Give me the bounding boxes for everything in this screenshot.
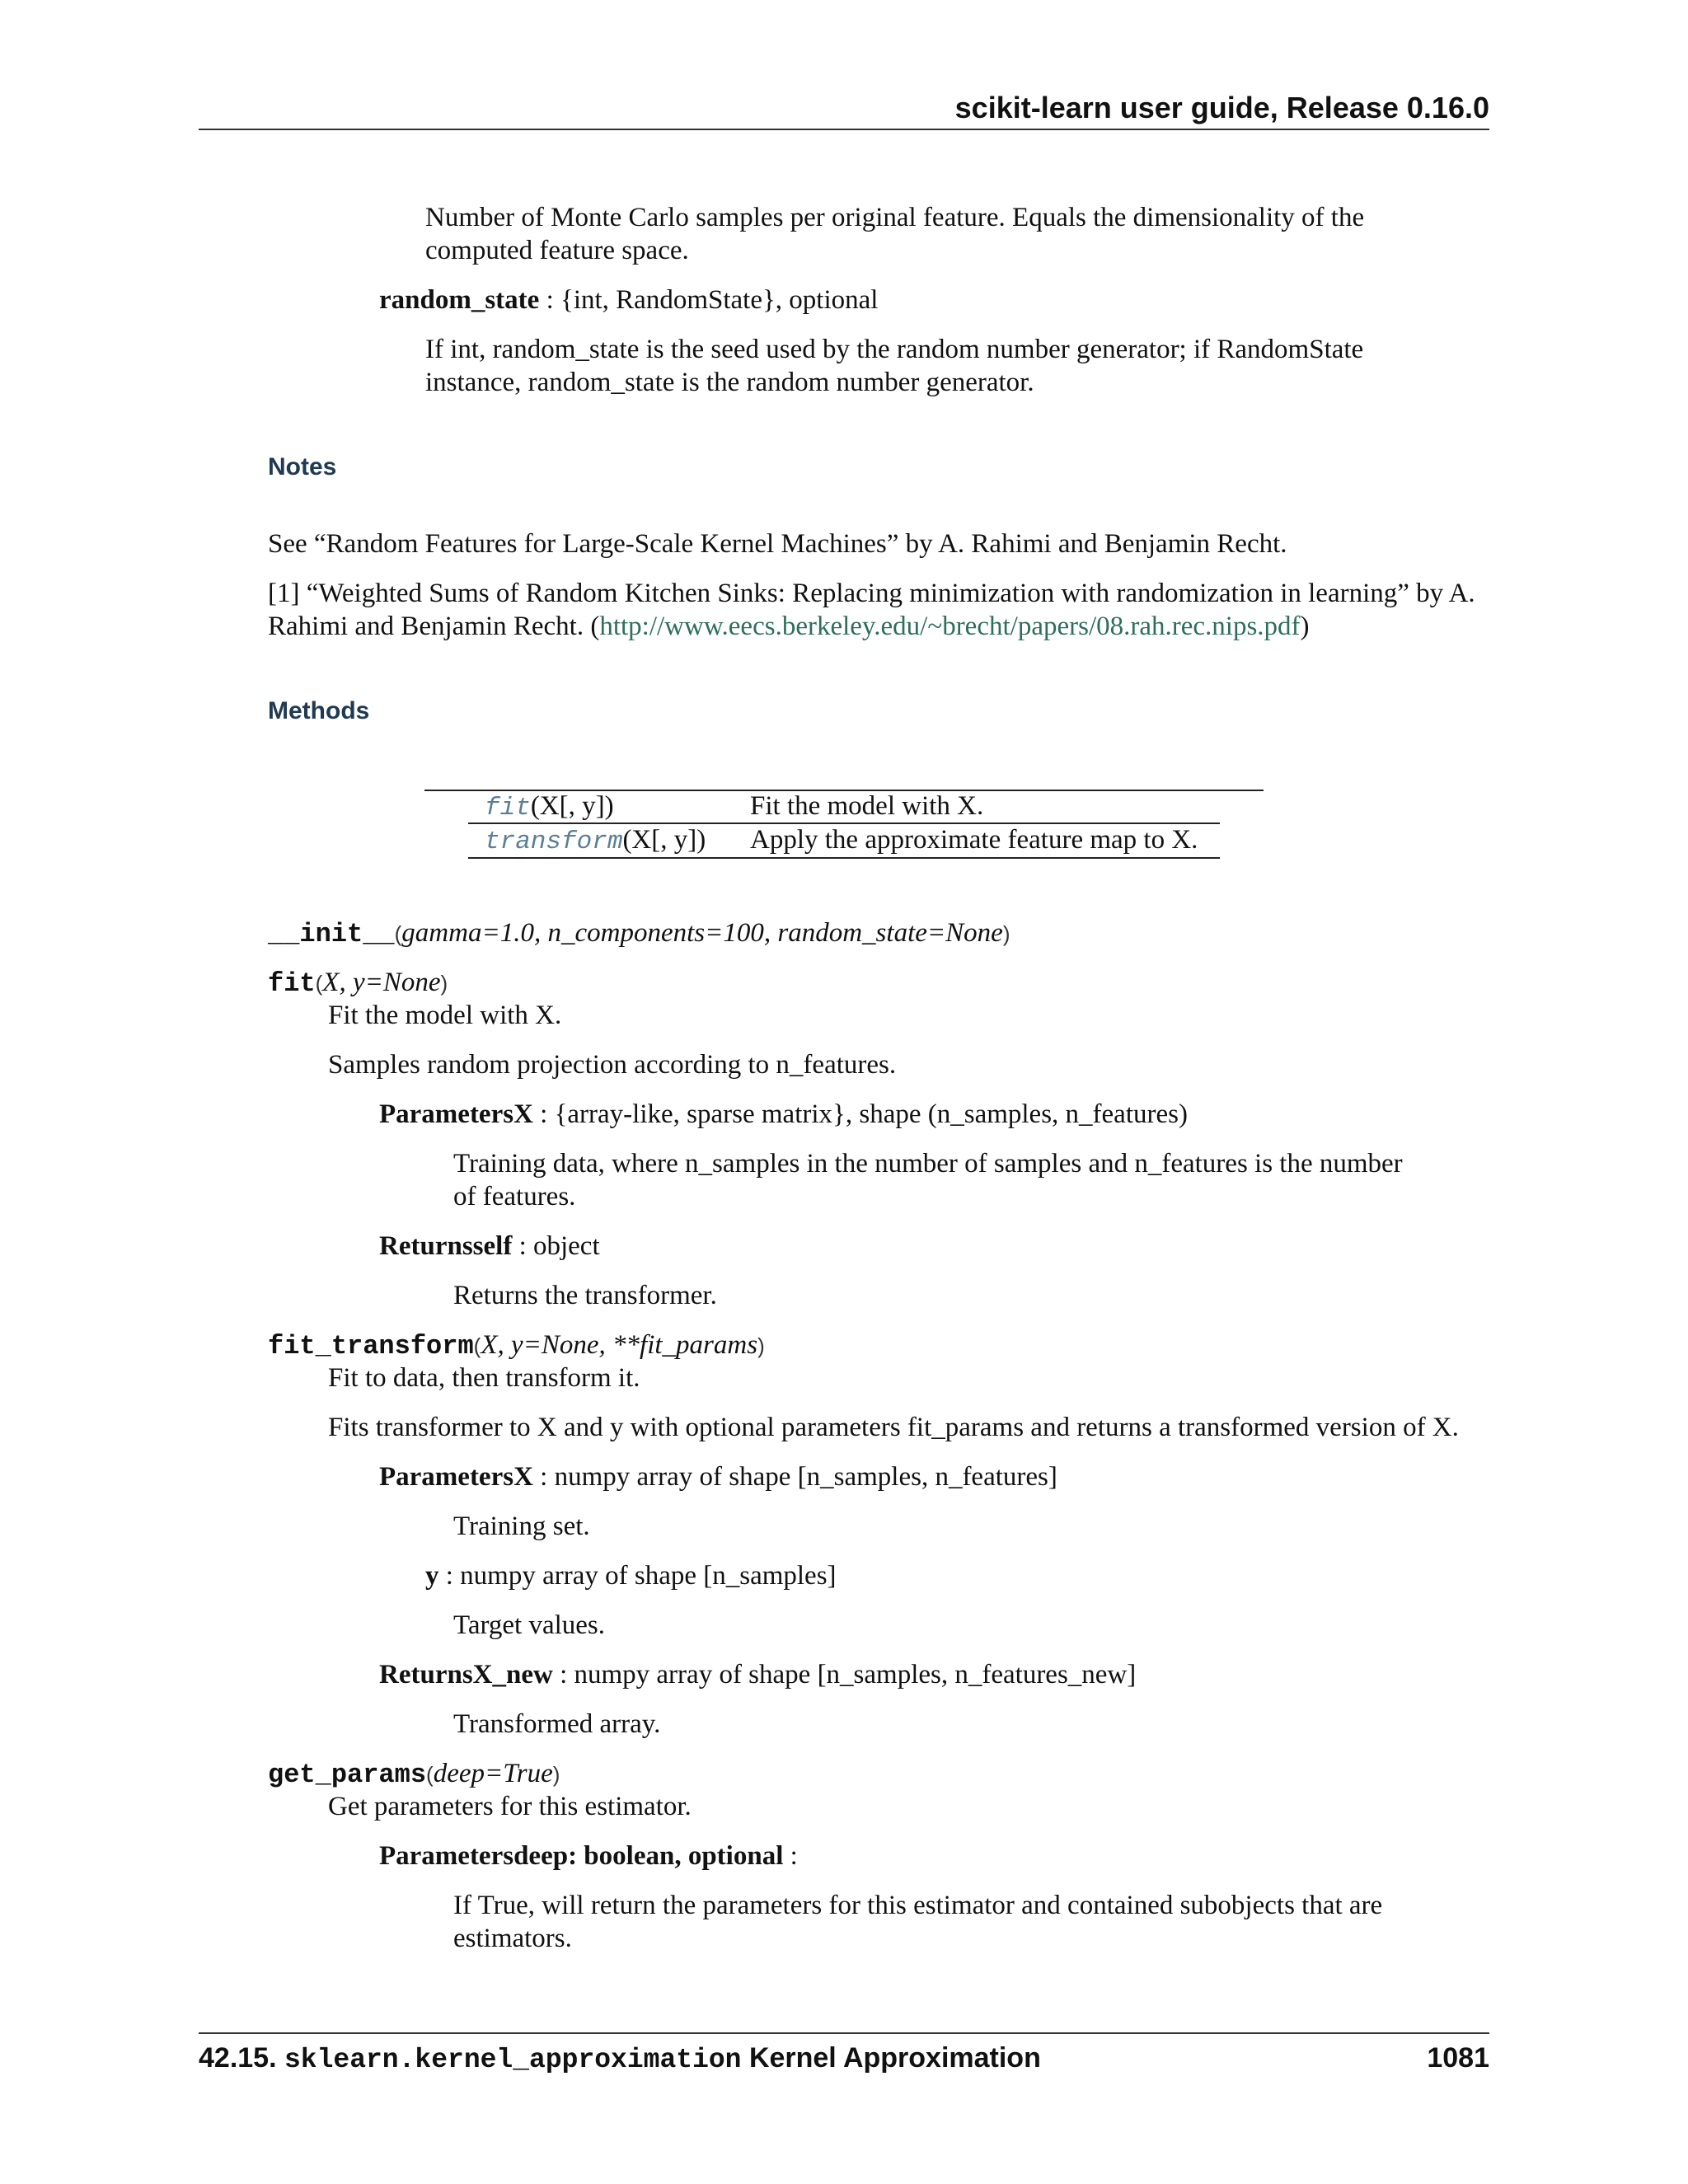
fit-signature [268, 966, 448, 1001]
fit-transform-signature [268, 1329, 765, 1363]
n-components-desc-line2: computed feature space. [425, 236, 689, 265]
get-params-signature [268, 1757, 560, 1792]
notes-ref-line1: [1] “Weighted Sums of Random Kitchen Sinks: Replacing minimization with randomization in learning” by A. [268, 579, 1475, 608]
page-number: 1081 [1427, 2042, 1489, 2074]
footer-section [199, 2042, 1041, 2075]
fit-open-paren: ( [315, 971, 323, 996]
init-params: gamma=1.0, n_components=100, random_state=None [401, 918, 1003, 948]
fit-detail: Samples random projection according to n_features. [328, 1050, 897, 1080]
fit-param-desc-line1: Training data, where n_samples in the number of samples and n_features is the number [453, 1149, 1403, 1179]
random-state-name: random_state [379, 285, 540, 315]
fit-summary: Fit the model with X. [328, 1001, 562, 1030]
get-params-param-label: Parametersdeep: boolean, optional [379, 1841, 784, 1871]
fit-param-type: : {array-like, sparse matrix}, shape (n_samples, n_features) [532, 1099, 1188, 1129]
ref-prefix: Rahimi and Benjamin Recht. ( [268, 612, 600, 641]
fit-parameters [379, 1098, 1188, 1131]
running-header: scikit-learn user guide, Release 0.16.0 [954, 91, 1489, 124]
init-close-paren: ) [1002, 921, 1010, 946]
fit-close-paren: ) [440, 971, 448, 996]
get-params-close-paren: ) [552, 1762, 560, 1787]
fit-transform-returns-desc: Transformed array. [453, 1709, 661, 1739]
get-params-desc-line2: estimators. [453, 1924, 572, 1953]
table-bottom-rule [468, 857, 1220, 859]
random-state-desc-line2: instance, random_state is the random number generator. [425, 368, 1034, 397]
fit-transform-param-type: : numpy array of shape [n_samples, n_features] [532, 1462, 1057, 1492]
fit-transform-name: fit_transform [268, 1331, 474, 1361]
ref-url-link[interactable]: http://www.eecs.berkeley.edu/~brecht/papers/08.rah.rec.nips.pdf [599, 612, 1301, 641]
random-state-type: : {int, RandomState}, optional [539, 285, 879, 315]
transform-args: (X[, y]) [622, 825, 706, 855]
init-signature [268, 916, 1010, 951]
get-params-parameters [379, 1840, 798, 1872]
fit-transform-y-type: : numpy array of shape [n_samples] [438, 1561, 837, 1591]
notes-line1: See “Random Features for Large-Scale Kernel Machines” by A. Rahimi and Benjamin Recht. [268, 529, 1287, 559]
transform-method-link[interactable]: transform [485, 827, 623, 856]
fit-param-label: ParametersX [379, 1099, 533, 1129]
get-params-param-type: : [783, 1841, 798, 1871]
fit-method-link[interactable]: fit [485, 794, 531, 823]
notes-heading: Notes [268, 453, 337, 480]
fit-transform-open-paren: ( [473, 1333, 481, 1358]
fit-args: (X[, y]) [530, 791, 614, 821]
fit-transform-summary: Fit to data, then transform it. [328, 1363, 640, 1393]
fit-transform-close-paren: ) [757, 1333, 765, 1358]
fit-table-desc: Fit the model with X. [750, 791, 984, 821]
fit-name: fit [268, 968, 316, 999]
fit-returns-desc: Returns the transformer. [453, 1281, 717, 1310]
footer-section-number: 42.15. [199, 2042, 277, 2074]
get-params-open-paren: ( [426, 1762, 434, 1787]
table-row-fit [485, 790, 614, 825]
n-components-desc-line1: Number of Monte Carlo samples per original feature. Equals the dimensionality of the [425, 203, 1365, 232]
fit-transform-detail: Fits transformer to X and y with optional parameters fit_params and returns a transformed version of X. [328, 1413, 1459, 1442]
fit-returns-type: : object [512, 1231, 600, 1261]
transform-table-desc: Apply the approximate feature map to X. [750, 825, 1198, 855]
get-params-summary: Get parameters for this estimator. [328, 1792, 692, 1821]
random-state-desc-line1: If int, random_state is the seed used by the random number generator; if RandomState [425, 335, 1364, 364]
footer-rule [199, 2032, 1489, 2034]
fit-transform-params: X, y=None, **fit_params [481, 1330, 758, 1360]
table-row-transform [485, 823, 706, 859]
get-params-desc-line1: If True, will return the parameters for this estimator and contained subobjects that are [453, 1891, 1383, 1920]
footer-section-title: Kernel Approximation [748, 2042, 1041, 2074]
get-params-params: deep=True [433, 1759, 553, 1788]
init-open-paren: ( [394, 921, 402, 946]
fit-transform-param-desc: Training set. [453, 1511, 590, 1541]
fit-transform-y-label: y [425, 1561, 439, 1591]
fit-transform-param-label: ParametersX [379, 1462, 533, 1492]
fit-transform-returns [379, 1658, 1136, 1691]
methods-heading: Methods [268, 697, 370, 724]
random-state-param [379, 284, 878, 316]
fit-transform-returns-label: ReturnsX_new [379, 1660, 553, 1690]
fit-transform-y-param [425, 1559, 837, 1592]
fit-param-desc-line2: of features. [453, 1182, 576, 1212]
fit-returns-label: Returnsself [379, 1231, 513, 1261]
fit-params: X, y=None [322, 968, 441, 997]
ref-suffix: ) [1300, 612, 1310, 641]
fit-returns [379, 1230, 600, 1263]
init-name: __init__ [268, 919, 395, 949]
footer-module-name: sklearn.kernel_approximation [284, 2045, 742, 2075]
fit-transform-parameters [379, 1460, 1057, 1493]
get-params-name: get_params [268, 1760, 427, 1790]
header-rule [199, 129, 1489, 130]
notes-ref-line2 [268, 610, 1310, 643]
fit-transform-y-desc: Target values. [453, 1610, 606, 1640]
fit-transform-returns-type: : numpy array of shape [n_samples, n_features_new] [552, 1660, 1137, 1690]
